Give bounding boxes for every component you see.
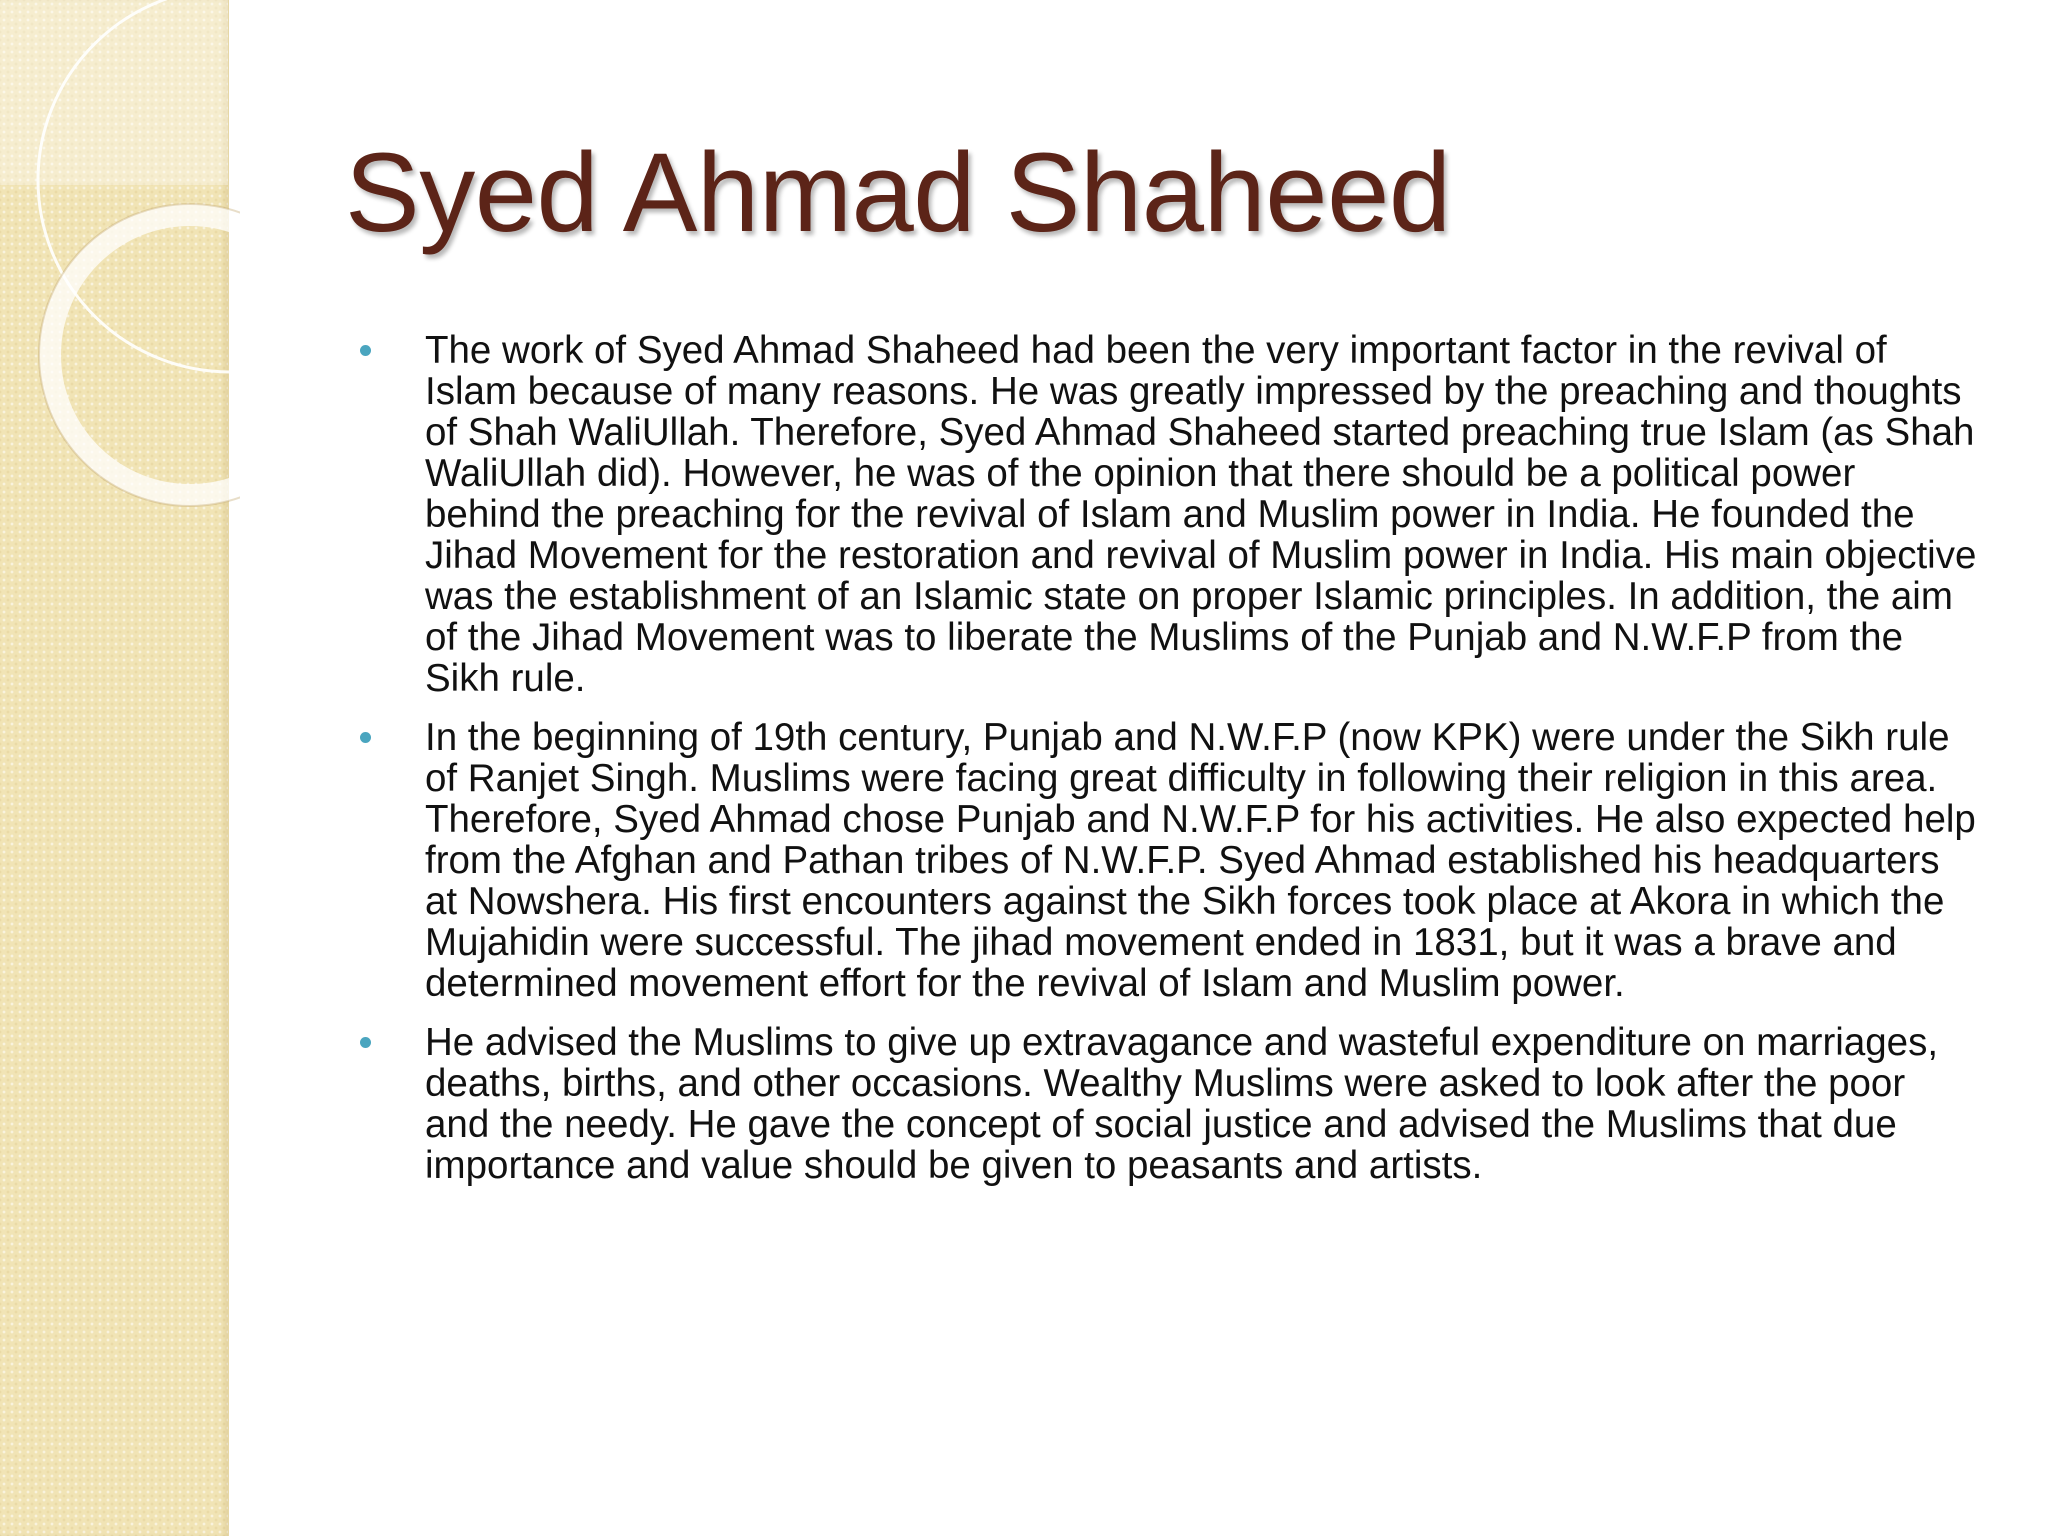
bullet-text: He advised the Muslims to give up extravagance and wasteful expenditure on marriages, deaths, births, and other occasions. Wealthy Muslims were asked to look after the poor and the needy. He gave the concept of social justice and advised the Muslims that due importance and value should be given to peasants and artists. <box>425 1021 1939 1187</box>
thick-ring <box>50 215 240 495</box>
bullet-dot-icon <box>360 1037 371 1048</box>
large-ring <box>38 0 240 372</box>
thick-ring-shadow <box>39 204 240 506</box>
bullet-dot-icon <box>360 345 371 356</box>
bullet-item <box>360 1022 1980 1186</box>
decorative-rings <box>0 0 240 520</box>
bullet-item <box>360 330 1980 699</box>
bullet-item <box>360 717 1980 1004</box>
bullet-text: The work of Syed Ahmad Shaheed had been the very important factor in the revival of Islam because of many reasons. He was greatly impressed by the preaching and thoughts of Shah WaliUllah. Therefore, Syed Ahmad Shaheed started preaching true Islam (as Shah WaliUllah did). However, he was of the opinion that there should be a political power behind the preaching for the revival of Islam and Muslim power in India. He founded the Jihad Movement for the restoration and revival of Muslim power in India. His main objective was the establishment of an Islamic state on proper Islamic principles. In addition, the aim of the Jihad Movement was to liberate the Muslims of the Punjab and N.W.F.P from the Sikh rule. <box>425 329 1977 700</box>
bullet-dot-icon <box>360 732 371 743</box>
bullet-list <box>360 330 1980 1204</box>
bullet-text: In the beginning of 19th century, Punjab and N.W.F.P (now KPK) were under the Sikh rule of Ranjet Singh. Muslims were facing great difficulty in following their religion in this area. Therefore, Syed Ahmad chose Punjab and N.W.F.P for his activities. He also expected help from the Afghan and Pathan tribes of N.W.F.P. Syed Ahmad established his headquarters at Nowshera. His first encounters against the Sikh forces took place at Akora in which the Mujahidin were successful. The jihad movement ended in 1831, but it was a brave and determined movement effort for the revival of Islam and Muslim power. <box>425 716 1976 1005</box>
slide-title: Syed Ahmad Shaheed <box>345 130 1451 255</box>
